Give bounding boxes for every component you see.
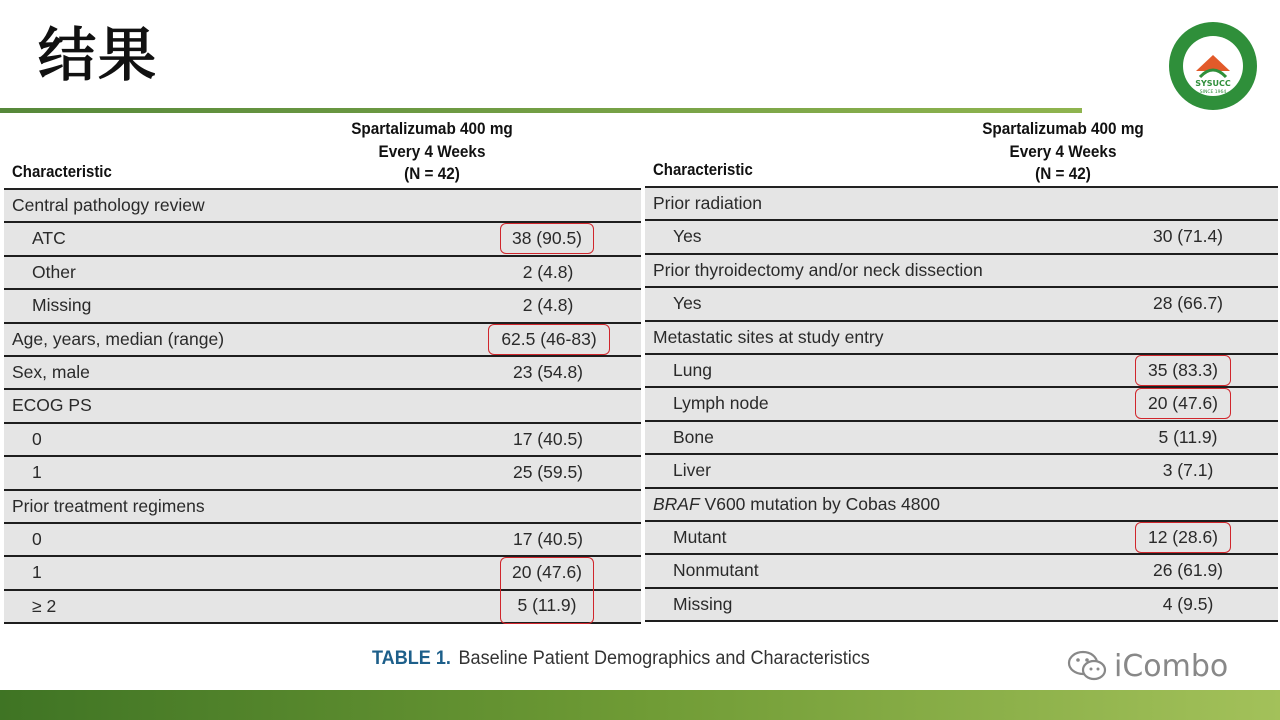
table-row: Prior radiation [645,188,1278,221]
table-row: ATC 38 (90.5) [4,223,641,256]
arm-schedule: Every 4 Weeks [378,141,486,161]
table-row: Bone 5 (11.9) [645,422,1278,455]
table-row: Prior thyroidectomy and/or neck dissection [645,255,1278,288]
table-row: Prior treatment regimens [4,491,641,524]
arm-name: Spartalizumab 400 mg [982,119,1144,138]
logo-since: SINCE 1964 [1199,90,1227,95]
watermark-text: iCombo [1114,648,1229,684]
highlight-box: 20 (47.6) [500,557,594,590]
table-row: Age, years, median (range) 62.5 (46-83) [4,324,641,357]
demographics-table-left [4,116,641,624]
arm-name: Spartalizumab 400 mg [351,119,513,138]
characteristic-header: Characteristic [12,162,112,181]
table-row: Yes 28 (66.7) [645,288,1278,321]
sysucc-logo [1166,19,1260,113]
table-row: 0 17 (40.5) [4,424,641,457]
highlight-box: 62.5 (46-83) [488,324,610,355]
table-row: Mutant 12 (28.6) [645,522,1278,555]
footer-bar [0,690,1280,720]
slide-title: 结果 [38,21,159,89]
table-row: Other 2 (4.8) [4,257,641,290]
caption-number: TABLE 1. [372,648,451,669]
highlight-box: 12 (28.6) [1135,522,1231,553]
wechat-watermark [1066,644,1228,688]
table-row: 1 20 (47.6) [4,557,641,590]
table-row: Sex, male 23 (54.8) [4,357,641,390]
table-row: 1 25 (59.5) [4,457,641,490]
table-row: 0 17 (40.5) [4,524,641,557]
arm-header [960,118,1167,186]
arm-n: (N = 42) [404,164,460,183]
table-row: Lung 35 (83.3) [645,355,1278,388]
table-row: Yes 30 (71.4) [645,221,1278,254]
table-row: Metastatic sites at study entry [645,322,1278,355]
table-header [4,116,641,190]
highlight-box: 20 (47.6) [1135,388,1231,419]
highlight-box: 35 (83.3) [1135,355,1231,386]
table-row: Lymph node 20 (47.6) [645,388,1278,421]
table-header [645,116,1278,188]
table-caption [372,648,870,670]
table-row: Missing 4 (9.5) [645,589,1278,622]
arm-schedule: Every 4 Weeks [1009,141,1117,161]
highlight-box: 38 (90.5) [500,223,594,254]
table-row: Liver 3 (7.1) [645,455,1278,488]
demographics-table-right [645,116,1278,622]
logo-abbrev: SYSUCC [1195,79,1231,88]
table-row: BRAF V600 mutation by Cobas 4800 [645,489,1278,522]
highlight-box: 5 (11.9) [500,589,594,624]
table-row: Missing 2 (4.8) [4,290,641,323]
caption-text: Baseline Patient Demographics and Characteristics [458,648,870,669]
wechat-icon [1066,648,1110,684]
arm-n: (N = 42) [1035,164,1091,183]
table-row: Central pathology review [4,190,641,223]
table-row: ECOG PS [4,390,641,423]
table-row: ≥ 2 5 (11.9) [4,591,641,624]
table-row: Nonmutant 26 (61.9) [645,555,1278,588]
arm-header [329,118,536,186]
characteristic-header: Characteristic [653,160,753,179]
title-divider [0,108,1082,113]
